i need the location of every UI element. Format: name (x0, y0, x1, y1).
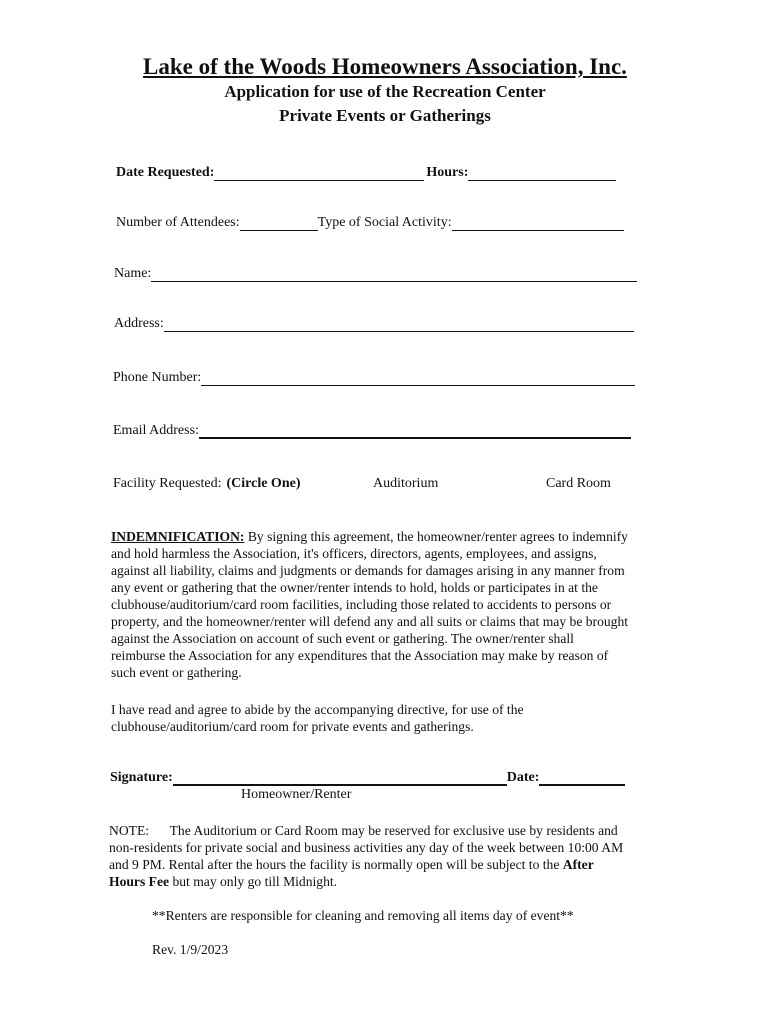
option-card-room[interactable]: Card Room (546, 476, 611, 491)
signature-row (110, 770, 625, 786)
email-field[interactable] (199, 423, 631, 439)
name-row (114, 266, 637, 282)
after-hours-fee: After Hours Fee (109, 857, 594, 889)
signature-label: Signature: (110, 770, 173, 785)
signature-date-field[interactable] (539, 770, 625, 786)
indemnification-text: By signing this agreement, the homeowner/renter agrees to indemnify and hold harmless the Association, it's officers, directors, agents, employees, and assigns, against all liability, claims and judgments or demands for damages arising in any manner from any event or gathering that the owner/renter intends to hold, holds or participates in at the clubhouse/auditorium/card room facilities, including those related to accidents to persons or property, and the homeowner/renter will defend any and all suits or claims that may be brought against the Association on account of such event or gathering. The owner/renter shall reimburse the Association for any expenditures that the Association may make by reason of such event or gathering. (111, 529, 629, 680)
note-text-end: but may only go till Midnight. (172, 874, 338, 889)
signature-field[interactable] (173, 770, 507, 786)
address-field[interactable] (164, 317, 634, 332)
circle-one-hint: (Circle One) (226, 476, 301, 491)
option-auditorium[interactable]: Auditorium (373, 476, 439, 491)
attendees-field[interactable] (240, 216, 318, 231)
phone-field[interactable] (201, 371, 635, 386)
cleaning-notice: **Renters are responsible for cleaning and removing all items day of event** (152, 908, 574, 923)
address-row (114, 316, 634, 332)
phone-label: Phone Number: (113, 370, 202, 385)
form-subtitle-secondary: Private Events or Gatherings (279, 106, 491, 125)
name-label: Name: (114, 266, 152, 281)
address-label: Address: (114, 316, 164, 331)
hours-field[interactable] (468, 166, 616, 181)
facility-row (113, 476, 300, 492)
activity-field[interactable] (452, 216, 624, 231)
note-label: NOTE: (109, 823, 150, 838)
agreement-paragraph: I have read and agree to abide by the accompanying directive, for use of the clubhouse/auditorium/card room for private events and gatherings. (111, 702, 524, 734)
date-requested-field[interactable] (214, 166, 424, 181)
form-subtitle: Application for use of the Recreation Center (224, 82, 546, 101)
note-text: The Auditorium or Card Room may be reserved for exclusive use by residents and non-residents for private social and business activities any day of the week between 10:00 AM and 9 PM. Rental after the hours the facility is normally open will be subject to the (109, 823, 624, 872)
signature-date-label: Date: (506, 770, 540, 785)
date-hours-row (116, 165, 616, 181)
date-requested-label: Date Requested: (116, 165, 215, 180)
indemnification-paragraph (111, 528, 631, 681)
revision-date: Rev. 1/9/2023 (152, 942, 229, 957)
indemnification-heading: INDEMNIFICATION: (111, 529, 245, 544)
email-row (113, 423, 631, 439)
email-label: Email Address: (113, 423, 199, 438)
phone-row (113, 370, 635, 386)
form-title: Lake of the Woods Homeowners Association, Inc. (143, 54, 627, 79)
note-paragraph (109, 822, 629, 890)
activity-label: Type of Social Activity: (317, 215, 452, 230)
attendees-activity-row (116, 215, 624, 231)
signature-caption: Homeowner/Renter (241, 787, 352, 802)
facility-label: Facility Requested: (113, 476, 222, 491)
name-field[interactable] (151, 267, 637, 282)
hours-label: Hours: (426, 165, 469, 180)
attendees-label: Number of Attendees: (116, 215, 240, 230)
